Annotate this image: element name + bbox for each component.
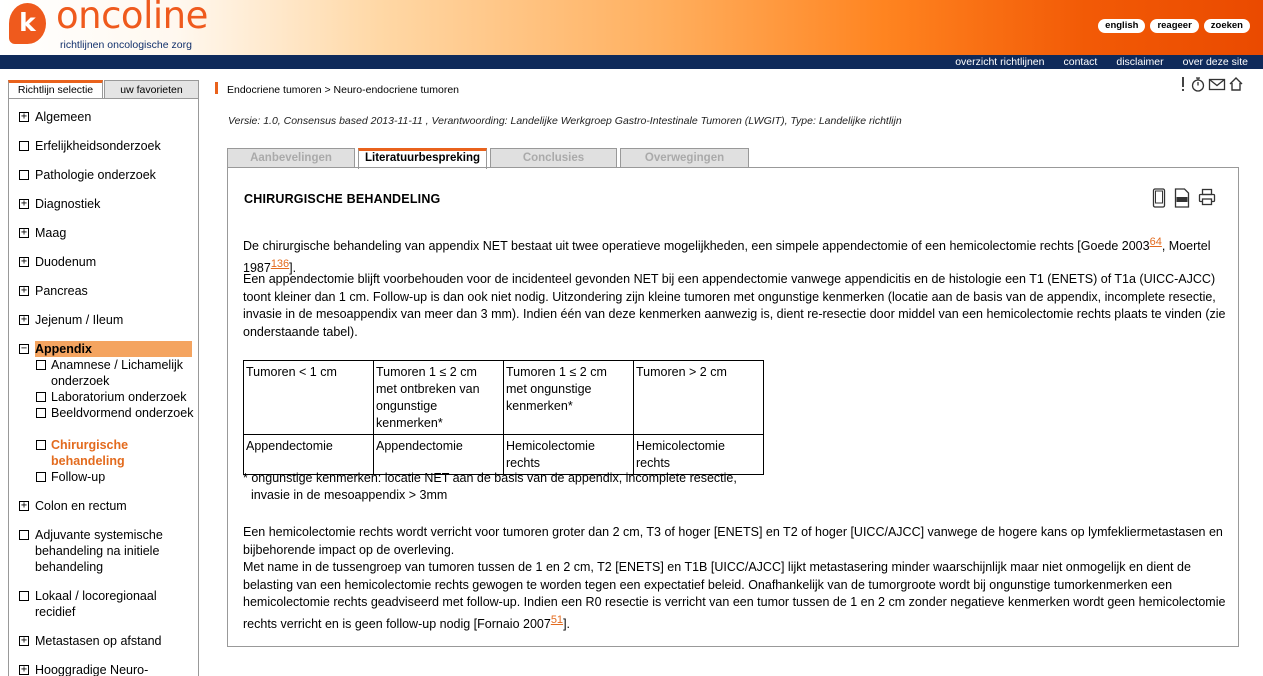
sidebar-item-diagnostiek[interactable] bbox=[19, 196, 100, 212]
sidebar-item-label: Lokaal / locoregionaal recidief bbox=[35, 589, 157, 619]
breadcrumb[interactable]: Endocriene tumoren > Neuro-endocriene tumoren bbox=[227, 84, 460, 96]
tab-conclusies[interactable]: Conclusies bbox=[490, 148, 617, 168]
header bbox=[0, 0, 1263, 55]
tab-literatuurbespreking[interactable]: Literatuurbespreking bbox=[358, 148, 487, 169]
subitem-label: Laboratorium onderzoek bbox=[51, 390, 187, 404]
nav-over-deze-site[interactable]: over deze site bbox=[1182, 56, 1248, 68]
table-cell: Tumoren > 2 cm bbox=[634, 361, 764, 435]
paragraph-text: ]. bbox=[563, 616, 571, 631]
table-cell: Hemicolectomie rechts bbox=[634, 435, 764, 475]
subitem-label: Anamnese / Lichamelijk onderzoek bbox=[51, 358, 184, 388]
sidebar-item-label: Jejenum / Ileum bbox=[35, 313, 124, 327]
version-info: Versie: 1.0, Consensus based 2013-11-11 , Verantwoording: Landelijke Werkgroep Gastro-Intestinale Tumoren (LWGIT), Type: Landelijke richtlijn bbox=[228, 115, 902, 127]
sidebar-item-colon-rectum[interactable] bbox=[19, 498, 127, 514]
expand-icon[interactable]: + bbox=[20, 664, 28, 675]
sidebar-tree bbox=[8, 98, 199, 676]
checkbox-icon[interactable] bbox=[36, 440, 46, 450]
sidebar-item-label: Colon en rectum bbox=[35, 499, 127, 513]
paragraph-text: , Moertel 1987 bbox=[243, 239, 1211, 275]
sidebar-item-algemeen[interactable] bbox=[19, 109, 91, 125]
checkbox-icon[interactable] bbox=[36, 408, 46, 418]
mobile-icon[interactable] bbox=[1152, 188, 1166, 208]
timer-icon[interactable] bbox=[1190, 76, 1206, 92]
expand-icon[interactable]: + bbox=[20, 198, 28, 209]
home-icon[interactable] bbox=[1228, 76, 1244, 92]
zoeken-button[interactable]: zoeken bbox=[1204, 19, 1250, 33]
paragraph-appendectomie: Een appendectomie blijft voorbehouden voor de incidenteel gevonden NET bij een appendectomie vanwege appendicitis en de histologie een T1 (ENETS) of T1a (UICC-AJCC) toont kleiner dan 1 cm. Follow-up is dan ook niet nodig. Uitzondering zijn kleine tumoren met ongunstige kenmerken (locatie aan de basis van de appendix, incomplete resectie, invasie in de mesoappendix van meer dan 3 mm). Indien één van deze kenmerken aanwezig is, dient re-resectie door middel van een hemicolectomie rechts plaats te vinden (zie onderstaande tabel). bbox=[243, 272, 1226, 339]
checkbox-icon[interactable] bbox=[36, 360, 46, 370]
collapse-icon[interactable]: − bbox=[20, 343, 28, 354]
footnote-line: * ongunstige kenmerken: locatie NET aan de basis van de appendix, incomplete resectie, bbox=[243, 471, 737, 485]
table-cell: Tumoren 1 ≤ 2 cm met ontbreken van ongunstige kenmerken* bbox=[374, 361, 504, 435]
sidebar-item-label: Hooggradige Neuro- bbox=[35, 663, 149, 676]
subitem-follow-up[interactable] bbox=[36, 469, 196, 485]
sidebar-item-label: Maag bbox=[35, 226, 67, 240]
sidebar-item-metastasen[interactable] bbox=[19, 633, 161, 649]
table-cell: Tumoren < 1 cm bbox=[244, 361, 374, 435]
sidebar-item-maag[interactable] bbox=[19, 225, 66, 241]
nav-bar bbox=[0, 55, 1263, 69]
reference-link[interactable]: 136 bbox=[270, 257, 290, 270]
sidebar-item-label: Algemeen bbox=[35, 110, 92, 124]
content-panel bbox=[227, 167, 1239, 647]
subitem-laboratorium[interactable] bbox=[36, 389, 196, 405]
nav-overzicht-richtlijnen[interactable]: overzicht richtlijnen bbox=[955, 56, 1045, 68]
mail-icon[interactable] bbox=[1208, 76, 1226, 92]
checkbox-icon[interactable] bbox=[36, 472, 46, 482]
reference-link[interactable]: 64 bbox=[1149, 236, 1162, 248]
sidebar-item-label: Pathologie onderzoek bbox=[35, 168, 156, 182]
nav-contact[interactable]: contact bbox=[1063, 56, 1098, 68]
sidebar-item-duodenum[interactable] bbox=[19, 254, 96, 270]
sidebar-item-adjuvante[interactable] bbox=[19, 527, 189, 575]
checkbox-icon[interactable] bbox=[19, 591, 29, 601]
sidebar-item-label: Diagnostiek bbox=[35, 197, 101, 211]
sidebar-item-jejenum-ileum[interactable] bbox=[19, 312, 123, 328]
treatment-table bbox=[243, 360, 764, 475]
checkbox-icon[interactable] bbox=[19, 141, 29, 151]
table-footnote bbox=[243, 470, 737, 504]
sidebar-item-label: Duodenum bbox=[35, 255, 97, 269]
paragraph-text: ]. bbox=[289, 260, 297, 275]
subitem-label: Follow-up bbox=[51, 470, 106, 484]
sidebar-item-label: Appendix bbox=[35, 341, 192, 357]
tab-richtlijn-selectie[interactable]: Richtlijn selectie bbox=[8, 80, 103, 99]
nav-disclaimer[interactable]: disclaimer bbox=[1116, 56, 1164, 68]
oncoline-logo-icon[interactable]: k bbox=[9, 3, 46, 44]
subitem-label: Chirurgische behandeling bbox=[51, 438, 129, 468]
paragraph-tussengroep bbox=[243, 559, 1228, 633]
english-button[interactable]: english bbox=[1098, 19, 1145, 33]
tab-uw-favorieten[interactable]: uw favorieten bbox=[104, 80, 199, 99]
expand-icon[interactable]: + bbox=[20, 256, 28, 267]
reference-link[interactable]: 51 bbox=[550, 613, 564, 626]
table-cell: Appendectomie bbox=[374, 435, 504, 475]
paragraph-text: De chirurgische behandeling van appendix NET bestaat uit twee operatieve mogelijkheden, een simpele appendectomie of een hemicolectomie rechts [Goede 2003 bbox=[243, 239, 1150, 253]
subitem-anamnese[interactable] bbox=[36, 357, 196, 389]
top-buttons bbox=[1098, 19, 1250, 33]
sidebar-item-pancreas[interactable] bbox=[19, 283, 88, 299]
subitem-beeldvormend[interactable] bbox=[36, 405, 196, 421]
tab-overwegingen[interactable]: Overwegingen bbox=[620, 148, 749, 168]
table-cell: Tumoren 1 ≤ 2 cm met ongunstige kenmerken* bbox=[504, 361, 634, 435]
checkbox-icon[interactable] bbox=[19, 170, 29, 180]
logo-text[interactable]: oncoline bbox=[56, 0, 208, 37]
expand-icon[interactable]: + bbox=[20, 111, 28, 122]
table-cell: Appendectomie bbox=[244, 435, 374, 475]
table-cell: Hemicolectomie rechts bbox=[504, 435, 634, 475]
print-icon[interactable] bbox=[1198, 188, 1216, 206]
document-tools bbox=[1152, 188, 1216, 208]
table-row bbox=[244, 435, 764, 475]
expand-icon[interactable]: + bbox=[20, 314, 28, 325]
logo-subtitle: richtlijnen oncologische zorg bbox=[60, 39, 192, 51]
sidebar-item-label: Adjuvante systemische behandeling na initiele behandeling bbox=[35, 528, 163, 574]
sidebar-item-lokaal-recidief[interactable] bbox=[19, 588, 189, 620]
sidebar-item-hooggradige[interactable] bbox=[19, 662, 148, 676]
sidebar-item-label: Metastasen op afstand bbox=[35, 634, 162, 648]
paragraph-hemicolectomie: Een hemicolectomie rechts wordt verricht voor tumoren groter dan 2 cm, T3 of hoger [ENETS] en T2 of hoger [UICC/AJCC] vanwege de hogere kans op lymfekliermetastasen en bijbehorende impact op de overleving. bbox=[243, 525, 1223, 557]
table-row bbox=[244, 361, 764, 435]
page-tools bbox=[1178, 76, 1244, 92]
subitem-label: Beeldvormend onderzoek bbox=[51, 406, 194, 420]
checkbox-icon[interactable] bbox=[36, 392, 46, 402]
sidebar-item-label: Pancreas bbox=[35, 284, 88, 298]
sidebar-item-erfelijkheidsonderzoek[interactable] bbox=[19, 138, 161, 154]
expand-icon[interactable]: + bbox=[20, 635, 28, 646]
pdf-icon[interactable] bbox=[1174, 188, 1190, 208]
sidebar-item-appendix[interactable] bbox=[19, 341, 192, 357]
footnote-line: invasie in de mesoappendix > 3mm bbox=[251, 488, 448, 502]
breadcrumb-marker bbox=[215, 82, 218, 94]
expand-icon[interactable]: + bbox=[20, 227, 28, 238]
expand-icon[interactable]: + bbox=[20, 500, 28, 511]
reageer-button[interactable]: reageer bbox=[1150, 19, 1198, 33]
info-icon[interactable] bbox=[1178, 76, 1188, 92]
checkbox-icon[interactable] bbox=[19, 530, 29, 540]
section-title: CHIRURGISCHE BEHANDELING bbox=[244, 192, 441, 206]
paragraph-text: Met name in de tussengroep van tumoren tussen de 1 en 2 cm, T2 [ENETS] en T1B [UICC/AJCC] lijkt metastasering minder waarschijnlijk maar niet onmogelijk en dient de belasting van een hemicolectomie rechts gewogen te worden tegen een expectatief beleid. Onafhankelijk van de tumorgroote wordt bij ongunstige tumorkenmerken een hemicolectomie rechts geadviseerd met follow-up. Indien een R0 resectie is verricht van een tumor tussen de 1 en 2 cm zonder negatieve kenmerken wordt geen hemicolectomie rechts verricht en is geen follow-up nodig [Fornaio 2007 bbox=[243, 560, 1226, 631]
sidebar-item-pathologie[interactable] bbox=[19, 167, 156, 183]
subitem-chirurgische-behandeling[interactable] bbox=[36, 437, 196, 469]
expand-icon[interactable]: + bbox=[20, 285, 28, 296]
sidebar-item-label: Erfelijkheidsonderzoek bbox=[35, 139, 161, 153]
tab-aanbevelingen[interactable]: Aanbevelingen bbox=[227, 148, 355, 168]
